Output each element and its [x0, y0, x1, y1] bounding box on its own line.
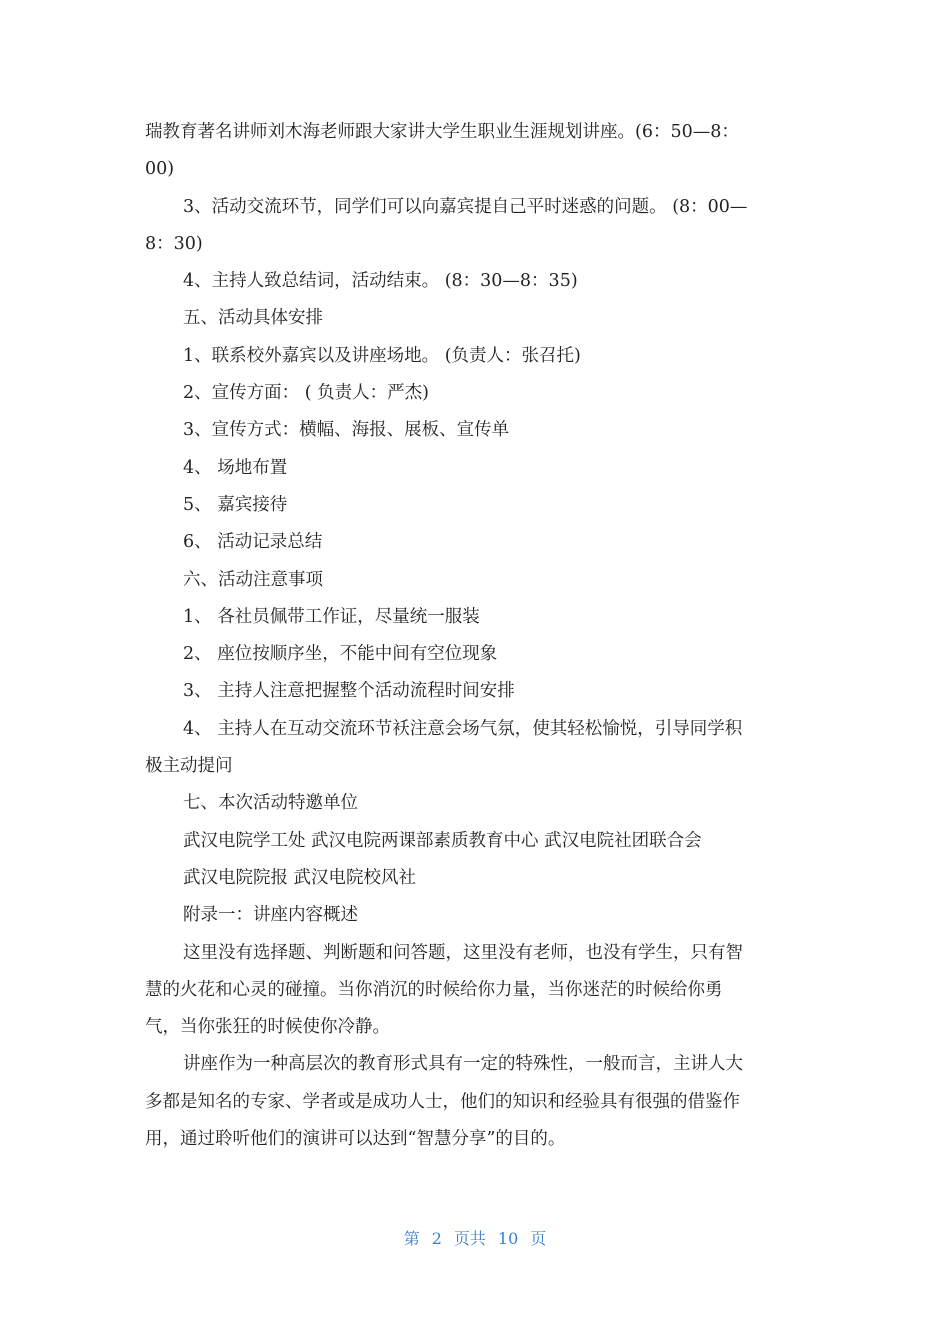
text-line: 讲座作为一种高层次的教育形式具有一定的特殊性，一般而言，主讲人大: [183, 1054, 743, 1075]
text-line: 1、 各社员佩带工作证，尽量统一服装: [183, 606, 480, 627]
text-line: 3、活动交流环节，同学们可以向嘉宾提自己平时迷惑的问题。 (8：00—: [183, 196, 748, 217]
text-line: 00): [145, 159, 175, 180]
text-line: 4、主持人致总结词，活动结束。 (8：30—8：35): [183, 271, 578, 292]
footer-suffix: 页: [530, 1229, 547, 1248]
footer-current-page: 2: [431, 1229, 442, 1248]
text-line: 4、 主持人在互动交流环节袄注意会场气氛，使其轻松愉悦，引导同学积: [183, 718, 743, 739]
text-line: 武汉电院院报 武汉电院校风社: [183, 867, 417, 888]
text-line: 2、 座位按顺序坐，不能中间有空位现象: [183, 644, 498, 665]
footer-middle: 页共: [453, 1229, 486, 1248]
text-line: 附录一：讲座内容概述: [183, 905, 358, 926]
text-line: 多都是知名的专家、学者或是成功人士，他们的知识和经验具有很强的借鉴作: [145, 1091, 740, 1112]
text-line: 5、 嘉宾接待: [183, 494, 288, 515]
text-line: 2、宣传方面： ( 负责人：严杰): [183, 383, 429, 404]
text-line: 七、本次活动特邀单位: [183, 793, 358, 814]
text-line: 4、 场地布置: [183, 457, 288, 478]
text-line: 3、宣传方式：横幅、海报、展板、宣传单: [183, 420, 510, 441]
page-number-footer: [0, 1226, 950, 1249]
footer-prefix: 第: [403, 1229, 420, 1248]
document-body: [145, 114, 800, 1158]
text-line: 3、 主持人注意把握整个活动流程时间安排: [183, 681, 515, 702]
text-line: 1、联系校外嘉宾以及讲座场地。 (负责人：张召托): [183, 345, 581, 366]
text-line: 武汉电院学工处 武汉电院两课部素质教育中心 武汉电院社团联合会: [183, 830, 702, 851]
text-line: 五、活动具体安排: [183, 308, 323, 329]
text-line: 6、 活动记录总结: [183, 532, 323, 553]
text-line: 用，通过聆听他们的演讲可以达到“智慧分享”的目的。: [145, 1129, 566, 1150]
text-line: 8：30): [145, 233, 203, 254]
text-line: 六、活动注意事项: [183, 569, 323, 590]
text-line: 极主动提问: [145, 756, 233, 777]
text-line: 气，当你张狂的时候使你冷静。: [145, 1017, 390, 1038]
text-line: 这里没有选择题、判断题和问答题，这里没有老师，也没有学生，只有智: [183, 942, 743, 963]
footer-total-pages: 10: [497, 1229, 519, 1248]
text-line: 瑞教育著名讲师刘木海老师跟大家讲大学生职业生涯规划讲座。(6：50—8：: [145, 122, 739, 142]
text-line: 慧的火花和心灵的碰撞。当你消沉的时候给你力量，当你迷茫的时候给你勇: [145, 979, 723, 1000]
